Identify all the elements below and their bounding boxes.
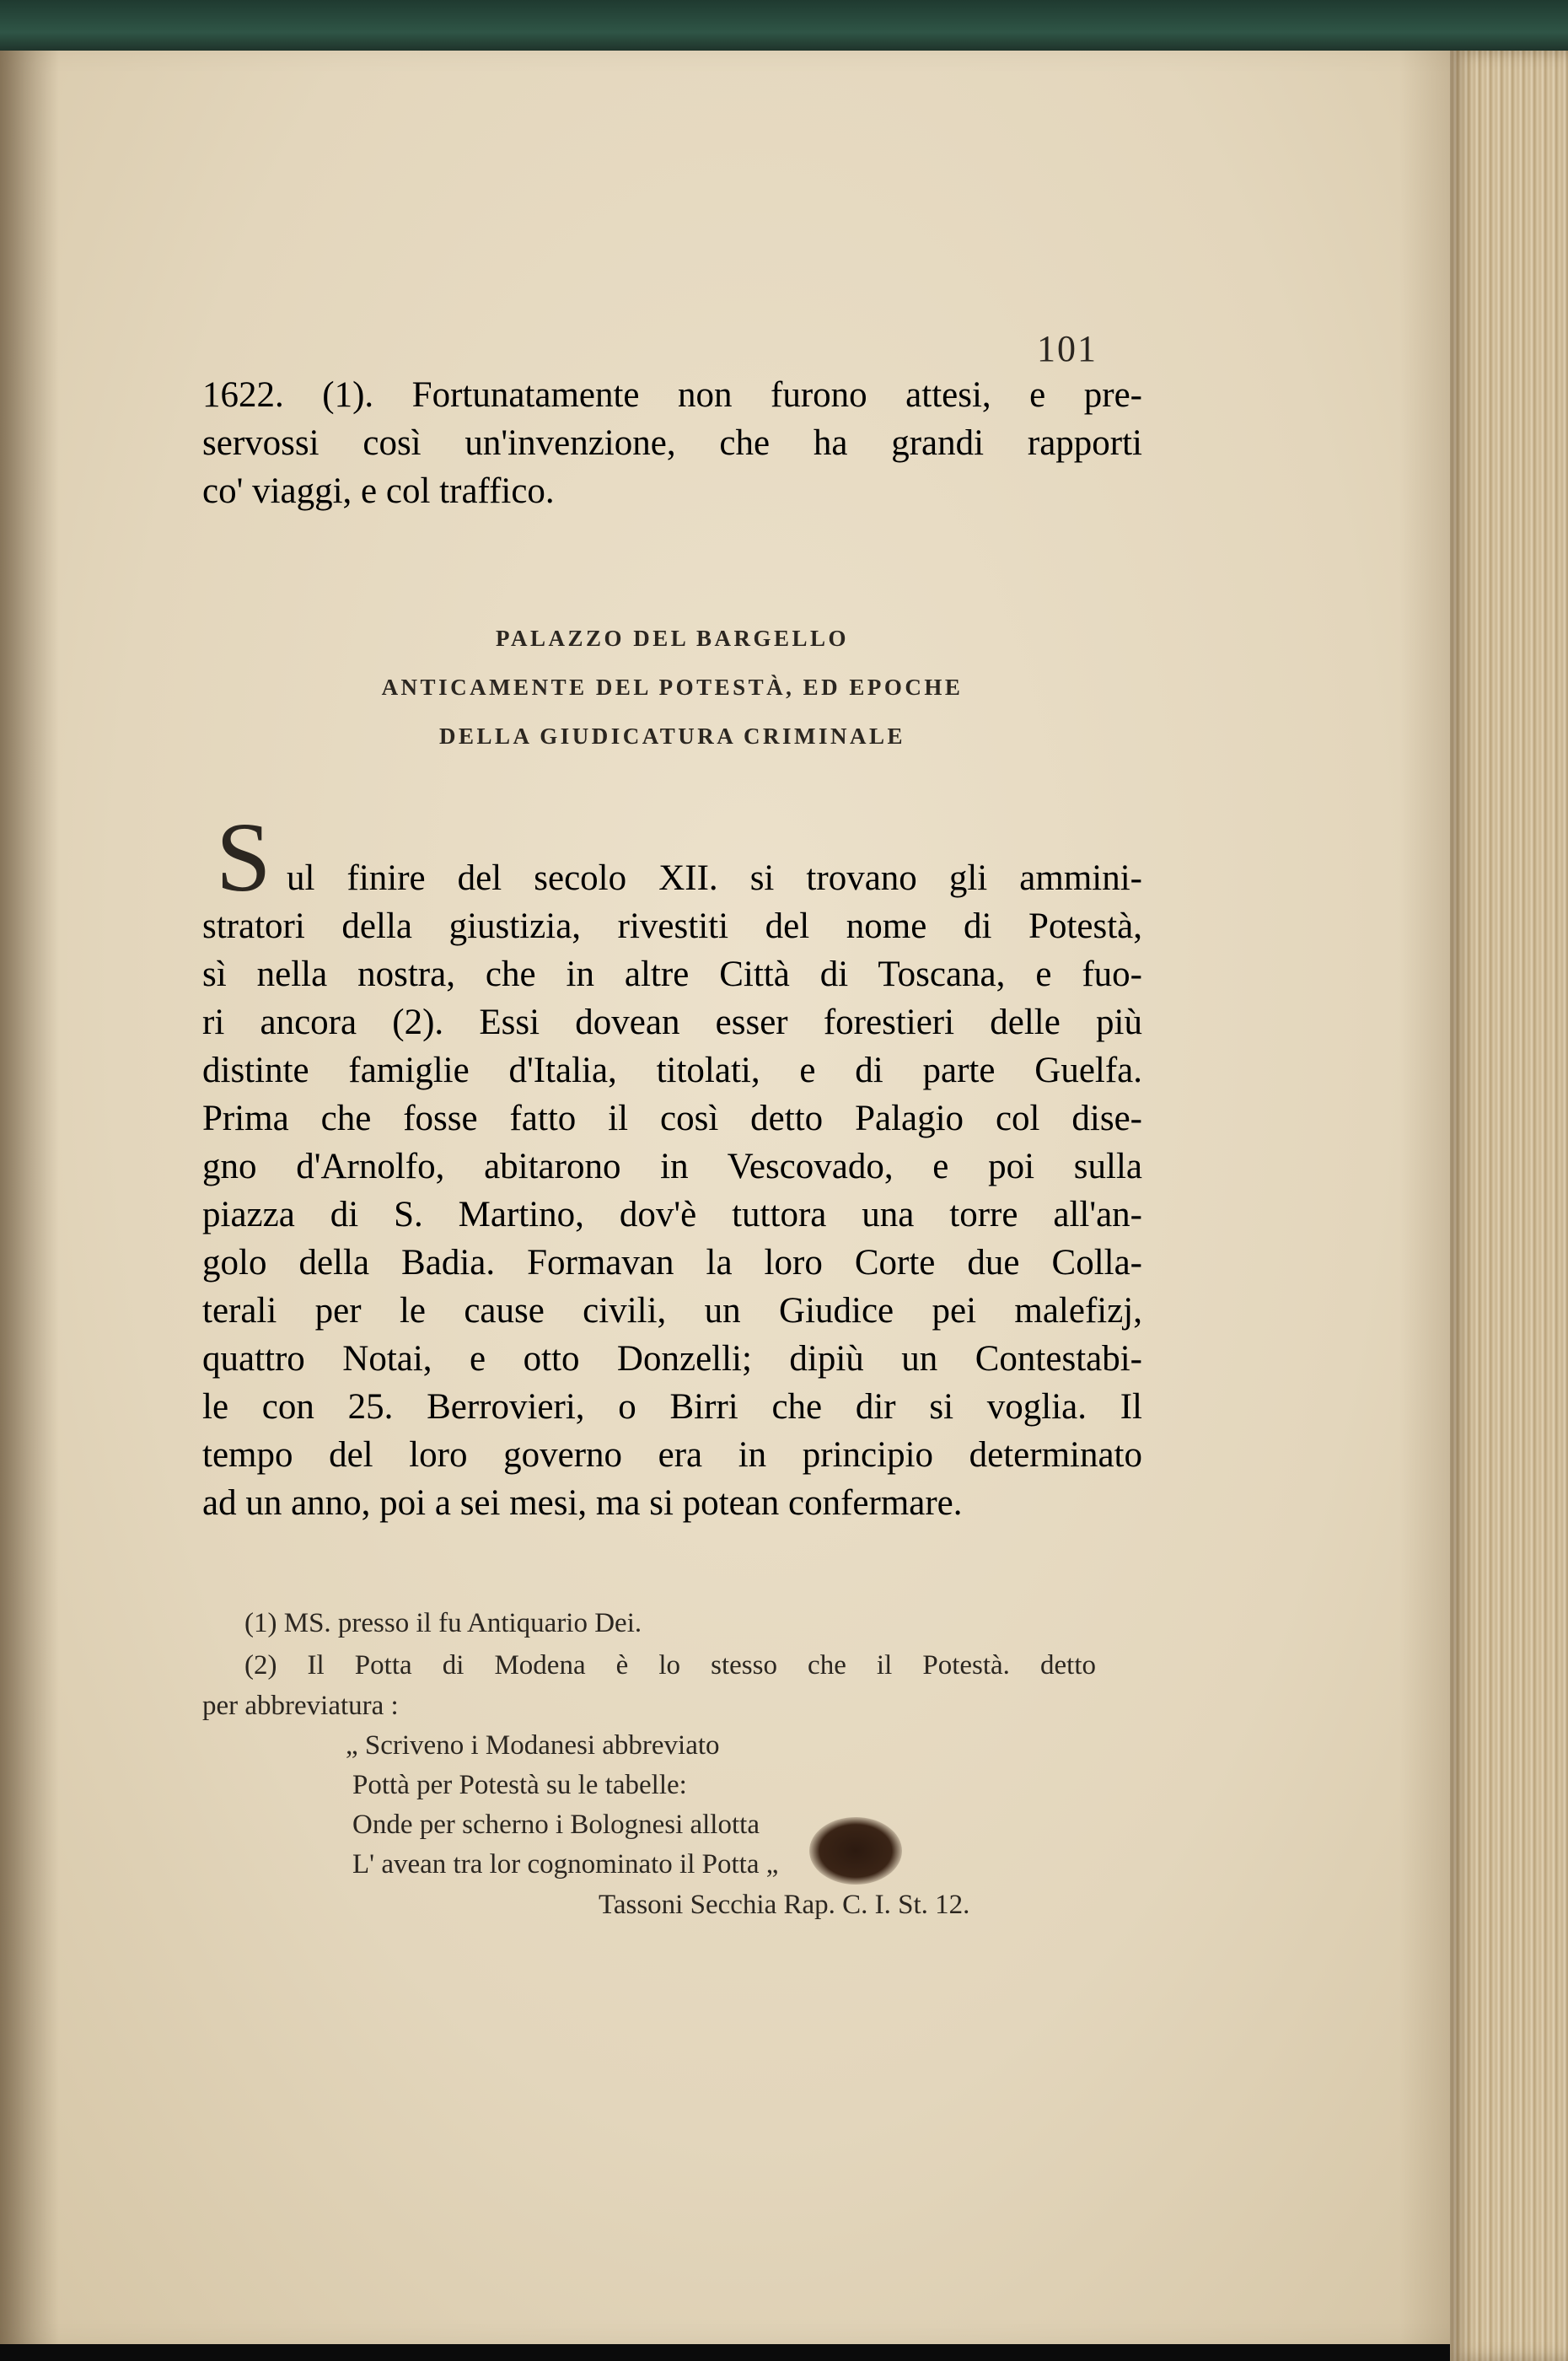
body-line-6: Prima che fosse fatto il così detto Palagio col dise- [202,1099,1142,1138]
intro-line-3: co' viaggi, e col traffico. [202,471,555,511]
footnote-1: (1) MS. presso il fu Antiquario Dei. [244,1608,642,1638]
footnote-2-line-1: (2) Il Potta di Modena è lo stesso che il Potestà. detto [244,1650,1096,1681]
body-line-2: stratori della giustizia, rivestiti del nome di Potestà, [202,906,1142,946]
body-line-1: ul finire del secolo XII. si trovano gli ammini- [287,858,1142,898]
verse-line-4: L' avean tra lor cognominato il Potta „ [352,1849,779,1880]
drop-cap: S [216,802,271,912]
ink-stain [809,1817,902,1885]
body-line-9: golo della Badia. Formavan la loro Corte due Colla- [202,1243,1142,1283]
body-line-12: le con 25. Berrovieri, o Birri che dir si voglia. Il [202,1387,1142,1427]
intro-line-1: 1622. (1). Fortunatamente non furono attesi, e pre- [202,375,1142,415]
verse-line-2: Pottà per Potestà su le tabelle: [352,1770,687,1800]
body-line-3: sì nella nostra, che in altre Città di Toscana, e fuo- [202,955,1142,994]
footnote-2-line-2: per abbreviatura : [202,1691,399,1721]
verse-line-3: Onde per scherno i Bolognesi allotta [352,1810,760,1840]
stacked-page-edges [1450,51,1568,2361]
body-line-10: terali per le cause civili, un Giudice pei malefizj, [202,1291,1142,1331]
body-line-8: piazza di S. Martino, dov'è tuttora una torre all'an- [202,1195,1142,1234]
chapter-heading-line-2: ANTICAMENTE DEL POTESTÀ, ED EPOCHE [381,675,964,700]
body-line-14: ad un anno, poi a sei mesi, ma si potean confermare. [202,1483,963,1523]
page-fold-shadow [0,51,59,2344]
body-line-5: distinte famiglie d'Italia, titolati, e di parte Guelfa. [202,1051,1142,1090]
body-line-11: quattro Notai, e otto Donzelli; dipiù un Contestabi- [202,1339,1142,1379]
intro-line-2: servossi così un'invenzione, che ha grandi rapporti [202,423,1142,463]
chapter-heading-line-1: PALAZZO DEL BARGELLO [495,626,850,651]
body-line-7: gno d'Arnolfo, abitarono in Vescovado, e poi sulla [202,1147,1142,1186]
chapter-heading-line-3: DELLA GIUDICATURA CRIMINALE [438,723,906,749]
body-line-4: ri ancora (2). Essi dovean esser forestieri delle più [202,1003,1142,1042]
page-number: 101 [1037,328,1098,369]
body-line-13: tempo del loro governo era in principio determinato [202,1435,1142,1475]
verse-attribution: Tassoni Secchia Rap. C. I. St. 12. [599,1890,970,1920]
verse-line-1: „ Scriveno i Modanesi abbreviato [346,1730,720,1761]
